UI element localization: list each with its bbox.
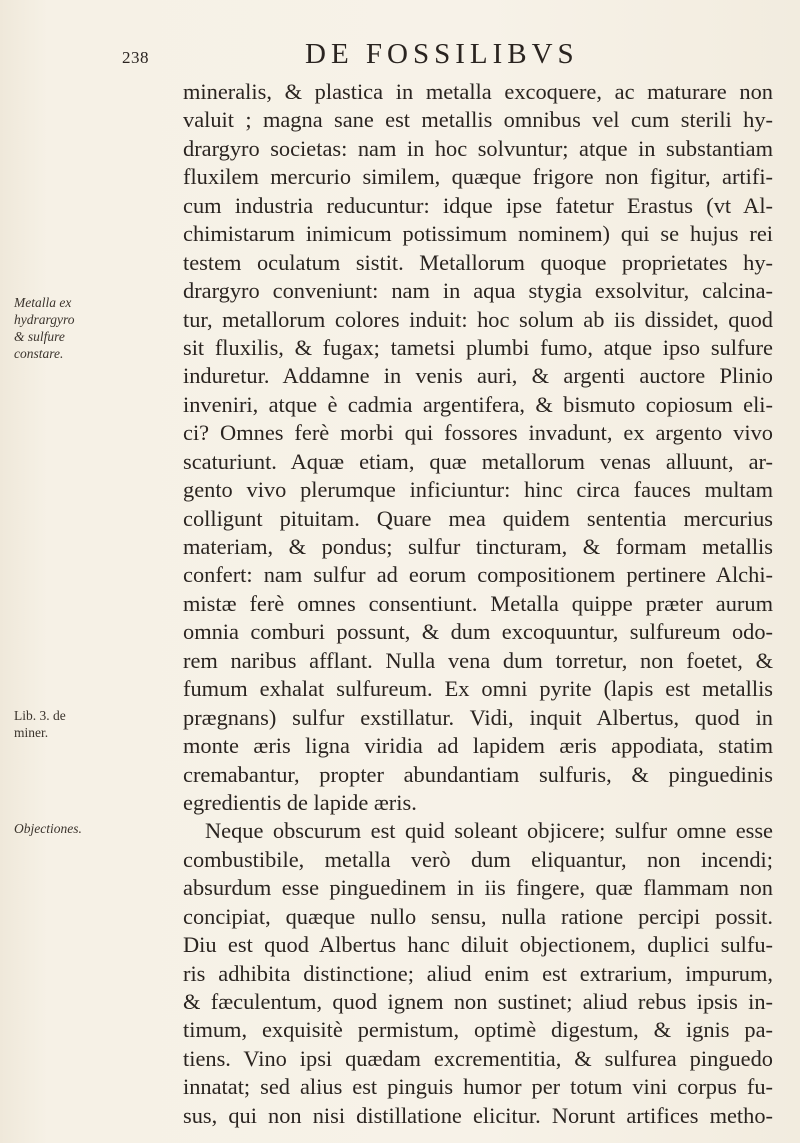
text-line: egredientis de lapide æris. bbox=[183, 789, 417, 815]
text-line: scaturiunt. Aquæ etiam, quæ metallorum venas alluunt, ar- bbox=[183, 448, 773, 474]
text-line: drargyro societas: nam in hoc solvuntur; atque in substantiam bbox=[183, 135, 773, 161]
text-line: valuit ; magna sane est metallis omnibus vel cum sterili hy- bbox=[183, 107, 773, 133]
text-line: combustibile, metalla verò dum eliquantur, non incendi; bbox=[183, 846, 773, 872]
text-line: innatat; sed alius est pinguis humor per totum vini corpus fu- bbox=[183, 1074, 773, 1100]
margin-note-metalla bbox=[14, 294, 75, 362]
margin-note-line: & sulfure bbox=[14, 329, 65, 344]
text-line: & fæculentum, quod ignem non sustinet; aliud rebus ipsis in- bbox=[183, 989, 773, 1014]
margin-note-line: Objectiones. bbox=[14, 821, 82, 836]
text-line: ci? Omnes ferè morbi qui fossores invadunt, ex argento vivo bbox=[183, 420, 773, 446]
text-line: fluxilem mercurio similem, quæque frigore non figitur, artifi- bbox=[183, 164, 773, 190]
text-line: colligunt pituitam. Quare mea quidem sententia mercurius bbox=[183, 505, 773, 531]
page-header bbox=[0, 36, 800, 76]
text-line: materiam, & pondus; sulfur tincturam, & formam metallis bbox=[183, 534, 773, 559]
text-line: Diu est quod Albertus hanc diluit objectionem, duplici sulfu- bbox=[183, 932, 773, 958]
margin-note-line: Metalla ex bbox=[14, 295, 72, 310]
text-line: absurdum esse pinguedinem in iis fingere, quæ flammam non bbox=[183, 875, 773, 901]
text-line: prægnans) sulfur exstillatur. Vidi, inquit Albertus, quod in bbox=[183, 704, 773, 730]
text-line: mineralis, & plastica in metalla excoquere, ac maturare non bbox=[183, 79, 773, 104]
text-line-paragraph-start: Neque obscurum est quid soleant objicere; sulfur omne esse bbox=[205, 818, 773, 844]
text-line: cremabantur, propter abundantiam sulfuris, & pinguedinis bbox=[183, 761, 773, 787]
margin-note-line: Lib. 3. de bbox=[14, 708, 66, 723]
text-line: tur, metallorum colores induit: hoc solum ab iis dissidet, quod bbox=[183, 306, 773, 332]
text-line: ris adhibita distinctione; aliud enim est extrarium, impurum, bbox=[183, 960, 773, 986]
margin-note-line: constare. bbox=[14, 346, 64, 361]
text-line: gento vivo plerumque inficiuntur: hinc circa fauces multam bbox=[183, 477, 773, 503]
page-number: 238 bbox=[122, 48, 149, 67]
text-line: inveniri, atque è cadmia argentifera, & bismuto copiosum eli- bbox=[183, 391, 773, 417]
text-line: testem oculatum sistit. Metallorum quoque proprietates hy- bbox=[183, 249, 773, 275]
running-head: DE FOSSILIBVS bbox=[305, 38, 579, 70]
text-line: drargyro conveniunt: nam in aqua stygia exsolvitur, calcina- bbox=[183, 278, 773, 304]
margin-note-line: miner. bbox=[14, 725, 49, 740]
text-line: sus, qui non nisi distillatione elicitur. Norunt artifices metho- bbox=[183, 1102, 773, 1128]
text-line: chimistarum inimicum potissimum nominem) qui se hujus rei bbox=[183, 221, 773, 247]
body-text bbox=[183, 78, 773, 1130]
margin-note-objectiones bbox=[14, 820, 82, 837]
text-line: monte æris ligna viridia ad lapidem æris appodiata, statim bbox=[183, 733, 773, 759]
text-line: tiens. Vino ipsi quædam excrementitia, & sulfurea pinguedo bbox=[183, 1045, 773, 1071]
text-line: timum, exquisitè permistum, optimè digestum, & ignis pa- bbox=[183, 1017, 773, 1043]
text-line: omnia comburi possunt, & dum excoquuntur, sulfureum odo- bbox=[183, 619, 773, 645]
text-line: sit fluxilis, & fugax; tametsi plumbi fumo, atque ipso sulfure bbox=[183, 334, 773, 360]
margin-note-reference bbox=[14, 707, 66, 741]
text-line: confert: nam sulfur ad eorum compositionem pertinere Alchi- bbox=[183, 562, 773, 588]
text-line: induretur. Addamne in venis auri, & argenti auctore Plinio bbox=[183, 363, 773, 389]
margin-note-line: hydrargyro bbox=[14, 312, 75, 327]
text-line: rem naribus afflant. Nulla vena dum torretur, non foetet, & bbox=[183, 647, 773, 673]
text-line: cum industria reducuntur: idque ipse fatetur Erastus (vt Al- bbox=[183, 192, 773, 218]
text-line: concipiat, quæque nullo sensu, nulla ratione percipi possit. bbox=[183, 903, 773, 929]
text-line: mistæ ferè omnes consentiunt. Metalla quippe præter aurum bbox=[183, 590, 773, 616]
text-line: fumum exhalat sulfureum. Ex omni pyrite (lapis est metallis bbox=[183, 676, 773, 702]
